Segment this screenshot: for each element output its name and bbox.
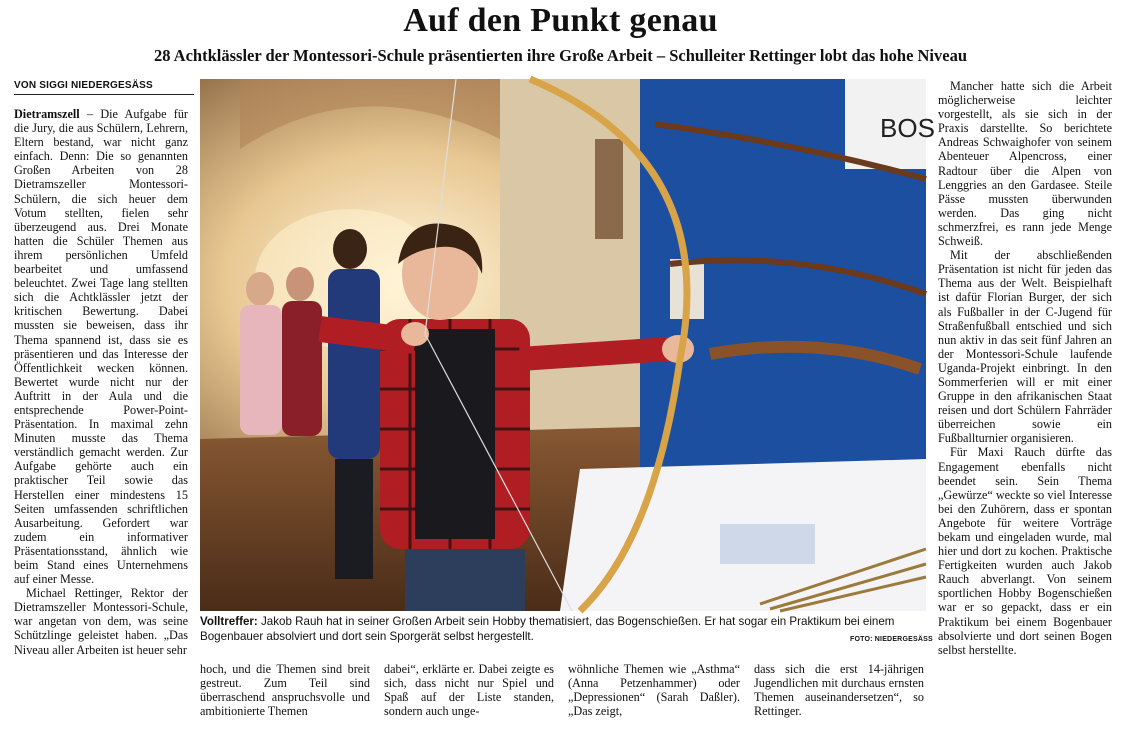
paragraph: Mancher hatte sich die Arbeit möglicherweise leichter vorgestellt, als sie sich in der Praxis darstellte. So berichtete Andreas Schwaighofer von seinem Abenteuer Alpencross, einer Radtour über die Alpen von Lenggries an den Gardasee. Steile Pässe mussten überwunden werden. Das ging nicht schmerzfrei, es rann jede Menge Schweiß.: [938, 79, 1112, 249]
subheadline: 28 Achtklässler der Montessori-Schule präsentierten ihre Große Arbeit – Schulleiter Rettinger lobt das hohe Niveau: [153, 46, 968, 65]
paragraph: [14, 107, 188, 586]
article-column-3: [384, 662, 554, 720]
paragraph: dass sich die erst 14-jährigen Jugendlichen mit durchaus ernsten Themen auseinandersetzen“, so Rettinger.: [754, 662, 924, 719]
paragraph: wöhnliche Themen wie „Asthma“ (Anna Petzenhammer) oder „Depressionen“ (Sarah Daßler). „Das zeigt,: [568, 662, 740, 719]
article-photo: [200, 79, 935, 611]
article-column-6: [938, 79, 1112, 719]
photo-credit: FOTO: NIEDERGESÄSS: [850, 636, 933, 643]
byline: VON SIGGI NIEDERGESÄSS: [14, 80, 194, 95]
board-sign-text: BOS: [880, 113, 935, 143]
photo-caption: [200, 614, 926, 644]
article-column-1: [14, 107, 188, 719]
dateline: Dietramszell: [14, 107, 80, 121]
caption-text: Jakob Rauh hat in seiner Großen Arbeit sein Hobby thematisiert, das Bogenschießen. Er hat sogar ein Praktikum bei einem Bogenbauer absolviert und dort sein Sporgerät selbst hergestellt.: [200, 615, 895, 643]
archery-photo-illustration: [200, 79, 935, 611]
paragraph: Michael Rettinger, Rektor der Dietramszeller Montessori-Schule, war angetan von dem, was seine Schützlinge geleistet haben. „Das Niveau aller Arbeiten ist heuer sehr: [14, 586, 188, 657]
article-column-4: [568, 662, 740, 720]
caption-lead: Volltreffer:: [200, 615, 258, 628]
article-column-2: [200, 662, 370, 720]
paragraph: Mit der abschließenden Präsentation ist nicht für jeden das Thema aus der Welt. Beispielhaft ist dafür Florian Burger, der sich als Fußballer in der C-Jugend für Straßenfußball entschied und sich nun aktiv in das seit fünf Jahren an der Montessori-Schule laufende Uganda-Projekt einbringt. In den Sommerferien will er mit einer Gruppe in den afrikanischen Staat reisen und dort Schülern Fahrräder überreichen sowie ein Fußballturnier organisieren.: [938, 248, 1112, 446]
paragraph: hoch, und die Themen sind breit gestreut. Zum Teil sind überraschend anspruchsvolle und ambitionierte Themen: [200, 662, 370, 719]
article-column-5: [754, 662, 924, 720]
paragraph: dabei“, erklärte er. Dabei zeigte es sich, dass nicht nur Spiel und Spaß auf der Liste standen, sondern auch unge-: [384, 662, 554, 719]
headline: Auf den Punkt genau: [403, 2, 718, 39]
paragraph: Für Maxi Rauch dürfte das Engagement ebenfalls nicht beendet sein. Sein Thema „Gewürze“ weckte so viel Interesse bei den Zuhörern, dass er spontan Angebote für weitere Vorträge bekam und eingeladen wurde, mal hier und dort zu kochen. Praktische Fertigkeiten wurden auch Jakob Rauch abverlangt. Von seinem sportlichen Hobby Bogenschießen war er so gepackt, dass er ein Praktikum bei einem Bogenbauer absolvierte und dort seinen Bogen selbst herstellte.: [938, 445, 1112, 657]
paragraph-text: – Die Aufgabe für die Jury, die aus Schülern, Lehrern, Eltern bestand, war nicht ganz einfach. Denn: Die so genannten Großen Arbeiten von 28 Dietramszeller Montessori-Schülern, die sich heuer dem Votum stellten, fielen sehr überzeugend aus. Drei Monate hatten die Schüler Themen aus ihrem persönlichen Umfeld bearbeitet und umfassend beleuchtet. Zwei Tage lang stellten sich die Achtklässler jetzt der kritischen Bewertung. Dabei mussten sie beweisen, dass ihr Thema spannend ist, dass sie es präsentieren und das Interesse der Öffentlichkeit wecken können. Bewertet wurde nicht nur der Auftritt in der Aula und die entsprechende Power-Point-Präsentation. In maximal zehn Minuten musste das Thema verständlich gemacht werden. Zur Aufgabe gehörte auch ein praktischer Teil sowie das Herstellen einer mindestens 15 Seiten umfassenden schriftlichen Ausarbeitung. Gefordert war zudem ein informativer Präsentationsstand, ähnlich wie beim Stand eines Unternehmens auf einer Messe.: [14, 107, 188, 587]
